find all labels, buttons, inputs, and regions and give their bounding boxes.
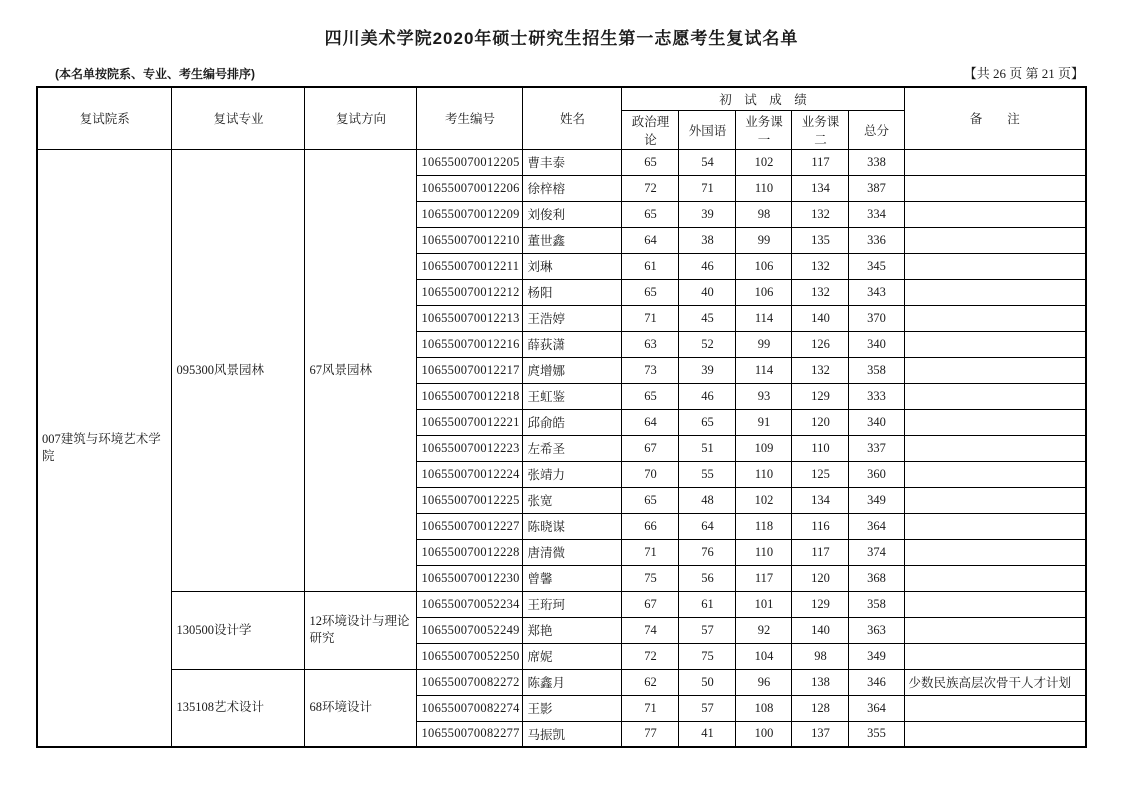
course-one-score-cell: 100 xyxy=(736,721,792,747)
course-one-score-cell: 110 xyxy=(736,175,792,201)
remark-cell xyxy=(904,565,1086,591)
course-two-score-cell: 132 xyxy=(792,357,849,383)
remark-cell xyxy=(904,383,1086,409)
course-one-score-cell: 93 xyxy=(736,383,792,409)
header-row-1 xyxy=(37,87,1086,110)
name-cell: 张靖力 xyxy=(523,461,622,487)
politics-score-cell: 64 xyxy=(622,409,679,435)
major-cell: 095300风景园林 xyxy=(172,149,305,591)
name-cell: 王珩珂 xyxy=(523,591,622,617)
course-two-score-cell: 132 xyxy=(792,279,849,305)
politics-score-cell: 65 xyxy=(622,279,679,305)
notes-row xyxy=(37,63,1086,82)
name-cell: 左希圣 xyxy=(523,435,622,461)
total-score-cell: 358 xyxy=(849,591,904,617)
foreign-language-score-cell: 56 xyxy=(679,565,736,591)
course-two-score-cell: 140 xyxy=(792,617,849,643)
name-cell: 曾馨 xyxy=(523,565,622,591)
remark-cell xyxy=(904,435,1086,461)
remark-cell xyxy=(904,539,1086,565)
course-two-score-cell: 125 xyxy=(792,461,849,487)
remark-cell xyxy=(904,513,1086,539)
course-two-score-cell: 132 xyxy=(792,253,849,279)
page-title: 四川美术学院2020年硕士研究生招生第一志愿考生复试名单 xyxy=(324,29,799,48)
politics-score-cell: 62 xyxy=(622,669,679,695)
remark-cell xyxy=(904,617,1086,643)
candidate-id-cell: 106550070012217 xyxy=(417,357,523,383)
table-row xyxy=(37,669,1086,695)
course-one-score-cell: 104 xyxy=(736,643,792,669)
politics-score-cell: 63 xyxy=(622,331,679,357)
table-body xyxy=(37,149,1086,747)
candidate-id-cell: 106550070012212 xyxy=(417,279,523,305)
remark-cell xyxy=(904,695,1086,721)
candidate-id-cell: 106550070012211 xyxy=(417,253,523,279)
foreign-language-score-cell: 38 xyxy=(679,227,736,253)
name-cell: 王浩婷 xyxy=(523,305,622,331)
remark-cell xyxy=(904,175,1086,201)
foreign-language-score-cell: 64 xyxy=(679,513,736,539)
course-one-score-cell: 91 xyxy=(736,409,792,435)
candidate-id-cell: 106550070012209 xyxy=(417,201,523,227)
remark-cell xyxy=(904,461,1086,487)
politics-score-cell: 67 xyxy=(622,435,679,461)
header-candidate-id: 考生编号 xyxy=(417,87,523,149)
course-two-score-cell: 132 xyxy=(792,201,849,227)
foreign-language-score-cell: 57 xyxy=(679,617,736,643)
direction-cell: 68环境设计 xyxy=(305,669,417,747)
course-one-score-cell: 118 xyxy=(736,513,792,539)
candidate-id-cell: 106550070012230 xyxy=(417,565,523,591)
remark-cell xyxy=(904,409,1086,435)
foreign-language-score-cell: 71 xyxy=(679,175,736,201)
remark-cell xyxy=(904,201,1086,227)
politics-score-cell: 77 xyxy=(622,721,679,747)
remark-cell xyxy=(904,149,1086,175)
course-one-score-cell: 101 xyxy=(736,591,792,617)
politics-score-cell: 70 xyxy=(622,461,679,487)
foreign-language-score-cell: 61 xyxy=(679,591,736,617)
course-two-score-cell: 117 xyxy=(792,149,849,175)
name-cell: 陈晓谋 xyxy=(523,513,622,539)
politics-score-cell: 67 xyxy=(622,591,679,617)
foreign-language-score-cell: 45 xyxy=(679,305,736,331)
foreign-language-score-cell: 46 xyxy=(679,253,736,279)
table-row xyxy=(37,149,1086,175)
foreign-language-score-cell: 40 xyxy=(679,279,736,305)
course-one-score-cell: 106 xyxy=(736,279,792,305)
name-cell: 庹增娜 xyxy=(523,357,622,383)
total-score-cell: 336 xyxy=(849,227,904,253)
foreign-language-score-cell: 57 xyxy=(679,695,736,721)
candidate-id-cell: 106550070012227 xyxy=(417,513,523,539)
course-two-score-cell: 129 xyxy=(792,591,849,617)
politics-score-cell: 71 xyxy=(622,305,679,331)
candidate-id-cell: 106550070012210 xyxy=(417,227,523,253)
course-two-score-cell: 110 xyxy=(792,435,849,461)
header-course-one: 业务课一 xyxy=(736,110,792,149)
foreign-language-score-cell: 52 xyxy=(679,331,736,357)
candidate-id-cell: 106550070082272 xyxy=(417,669,523,695)
name-cell: 张宽 xyxy=(523,487,622,513)
name-cell: 曹丰泰 xyxy=(523,149,622,175)
foreign-language-score-cell: 46 xyxy=(679,383,736,409)
politics-score-cell: 64 xyxy=(622,227,679,253)
course-one-score-cell: 108 xyxy=(736,695,792,721)
politics-score-cell: 65 xyxy=(622,383,679,409)
total-score-cell: 364 xyxy=(849,695,904,721)
candidate-id-cell: 106550070012205 xyxy=(417,149,523,175)
major-cell: 130500设计学 xyxy=(172,591,305,669)
total-score-cell: 340 xyxy=(849,331,904,357)
candidate-id-cell: 106550070012223 xyxy=(417,435,523,461)
name-cell: 郑艳 xyxy=(523,617,622,643)
name-cell: 王虹鉴 xyxy=(523,383,622,409)
sort-order-note: (本名单按院系、专业、考生编号排序) xyxy=(55,67,255,81)
candidate-id-cell: 106550070012221 xyxy=(417,409,523,435)
course-two-score-cell: 134 xyxy=(792,175,849,201)
total-score-cell: 370 xyxy=(849,305,904,331)
direction-cell: 67风景园林 xyxy=(305,149,417,591)
course-two-score-cell: 135 xyxy=(792,227,849,253)
remark-cell xyxy=(904,643,1086,669)
remark-cell xyxy=(904,721,1086,747)
politics-score-cell: 72 xyxy=(622,643,679,669)
candidate-id-cell: 106550070052234 xyxy=(417,591,523,617)
politics-score-cell: 74 xyxy=(622,617,679,643)
politics-score-cell: 65 xyxy=(622,149,679,175)
remark-cell xyxy=(904,227,1086,253)
header-politics: 政治理论 xyxy=(622,110,679,149)
candidate-id-cell: 106550070082274 xyxy=(417,695,523,721)
politics-score-cell: 71 xyxy=(622,695,679,721)
foreign-language-score-cell: 51 xyxy=(679,435,736,461)
table-header xyxy=(37,87,1086,149)
candidate-id-cell: 106550070012224 xyxy=(417,461,523,487)
candidate-id-cell: 106550070012218 xyxy=(417,383,523,409)
course-one-score-cell: 102 xyxy=(736,487,792,513)
total-score-cell: 340 xyxy=(849,409,904,435)
name-cell: 马振凯 xyxy=(523,721,622,747)
course-one-score-cell: 102 xyxy=(736,149,792,175)
remark-cell xyxy=(904,279,1086,305)
foreign-language-score-cell: 39 xyxy=(679,357,736,383)
header-total-score: 总分 xyxy=(849,110,904,149)
course-two-score-cell: 134 xyxy=(792,487,849,513)
name-cell: 杨阳 xyxy=(523,279,622,305)
name-cell: 董世鑫 xyxy=(523,227,622,253)
total-score-cell: 364 xyxy=(849,513,904,539)
total-score-cell: 346 xyxy=(849,669,904,695)
remark-cell xyxy=(904,331,1086,357)
name-cell: 徐梓榕 xyxy=(523,175,622,201)
politics-score-cell: 72 xyxy=(622,175,679,201)
table-row xyxy=(37,591,1086,617)
foreign-language-score-cell: 75 xyxy=(679,643,736,669)
name-cell: 薛荻潇 xyxy=(523,331,622,357)
course-one-score-cell: 98 xyxy=(736,201,792,227)
header-foreign-language: 外国语 xyxy=(679,110,736,149)
politics-score-cell: 66 xyxy=(622,513,679,539)
course-two-score-cell: 116 xyxy=(792,513,849,539)
politics-score-cell: 73 xyxy=(622,357,679,383)
total-score-cell: 343 xyxy=(849,279,904,305)
name-cell: 唐清微 xyxy=(523,539,622,565)
total-score-cell: 349 xyxy=(849,487,904,513)
foreign-language-score-cell: 65 xyxy=(679,409,736,435)
total-score-cell: 374 xyxy=(849,539,904,565)
name-cell: 邱俞皓 xyxy=(523,409,622,435)
total-score-cell: 358 xyxy=(849,357,904,383)
course-one-score-cell: 99 xyxy=(736,227,792,253)
remark-cell xyxy=(904,591,1086,617)
total-score-cell: 368 xyxy=(849,565,904,591)
foreign-language-score-cell: 76 xyxy=(679,539,736,565)
course-two-score-cell: 129 xyxy=(792,383,849,409)
course-two-score-cell: 120 xyxy=(792,565,849,591)
course-one-score-cell: 114 xyxy=(736,305,792,331)
course-one-score-cell: 110 xyxy=(736,461,792,487)
total-score-cell: 333 xyxy=(849,383,904,409)
foreign-language-score-cell: 39 xyxy=(679,201,736,227)
total-score-cell: 363 xyxy=(849,617,904,643)
candidate-id-cell: 106550070012228 xyxy=(417,539,523,565)
remark-cell xyxy=(904,253,1086,279)
politics-score-cell: 71 xyxy=(622,539,679,565)
foreign-language-score-cell: 41 xyxy=(679,721,736,747)
total-score-cell: 387 xyxy=(849,175,904,201)
candidate-id-cell: 106550070012206 xyxy=(417,175,523,201)
course-one-score-cell: 117 xyxy=(736,565,792,591)
foreign-language-score-cell: 54 xyxy=(679,149,736,175)
course-one-score-cell: 96 xyxy=(736,669,792,695)
name-cell: 陈鑫月 xyxy=(523,669,622,695)
header-department: 复试院系 xyxy=(37,87,172,149)
direction-cell: 12环境设计与理论研究 xyxy=(305,591,417,669)
remark-cell xyxy=(904,305,1086,331)
total-score-cell: 338 xyxy=(849,149,904,175)
foreign-language-score-cell: 55 xyxy=(679,461,736,487)
page-number-indicator: 【共 26 页 第 21 页】 xyxy=(963,66,1084,81)
header-major: 复试专业 xyxy=(172,87,305,149)
header-direction: 复试方向 xyxy=(305,87,417,149)
total-score-cell: 360 xyxy=(849,461,904,487)
course-one-score-cell: 110 xyxy=(736,539,792,565)
course-two-score-cell: 120 xyxy=(792,409,849,435)
candidate-id-cell: 106550070012216 xyxy=(417,331,523,357)
department-cell: 007建筑与环境艺术学院 xyxy=(37,149,172,747)
course-two-score-cell: 98 xyxy=(792,643,849,669)
name-cell: 刘琳 xyxy=(523,253,622,279)
name-cell: 王影 xyxy=(523,695,622,721)
course-two-score-cell: 140 xyxy=(792,305,849,331)
course-two-score-cell: 117 xyxy=(792,539,849,565)
candidate-id-cell: 106550070012213 xyxy=(417,305,523,331)
candidate-id-cell: 106550070082277 xyxy=(417,721,523,747)
header-remarks: 备 注 xyxy=(904,87,1086,149)
candidate-id-cell: 106550070052250 xyxy=(417,643,523,669)
politics-score-cell: 65 xyxy=(622,201,679,227)
course-one-score-cell: 92 xyxy=(736,617,792,643)
header-course-two: 业务课二 xyxy=(792,110,849,149)
remark-cell: 少数民族高层次骨干人才计划 xyxy=(904,669,1086,695)
course-two-score-cell: 126 xyxy=(792,331,849,357)
major-cell: 135108艺术设计 xyxy=(172,669,305,747)
course-two-score-cell: 137 xyxy=(792,721,849,747)
name-cell: 刘俊利 xyxy=(523,201,622,227)
total-score-cell: 337 xyxy=(849,435,904,461)
course-two-score-cell: 138 xyxy=(792,669,849,695)
total-score-cell: 349 xyxy=(849,643,904,669)
politics-score-cell: 65 xyxy=(622,487,679,513)
header-name: 姓名 xyxy=(523,87,622,149)
course-two-score-cell: 128 xyxy=(792,695,849,721)
politics-score-cell: 61 xyxy=(622,253,679,279)
foreign-language-score-cell: 48 xyxy=(679,487,736,513)
candidate-id-cell: 106550070012225 xyxy=(417,487,523,513)
candidate-id-cell: 106550070052249 xyxy=(417,617,523,643)
total-score-cell: 355 xyxy=(849,721,904,747)
total-score-cell: 345 xyxy=(849,253,904,279)
remark-cell xyxy=(904,487,1086,513)
header-exam-scores-group: 初 试 成 绩 xyxy=(622,87,904,110)
politics-score-cell: 75 xyxy=(622,565,679,591)
name-cell: 席妮 xyxy=(523,643,622,669)
remark-cell xyxy=(904,357,1086,383)
candidate-roster-table xyxy=(36,86,1087,748)
total-score-cell: 334 xyxy=(849,201,904,227)
course-one-score-cell: 106 xyxy=(736,253,792,279)
course-one-score-cell: 99 xyxy=(736,331,792,357)
foreign-language-score-cell: 50 xyxy=(679,669,736,695)
course-one-score-cell: 114 xyxy=(736,357,792,383)
course-one-score-cell: 109 xyxy=(736,435,792,461)
